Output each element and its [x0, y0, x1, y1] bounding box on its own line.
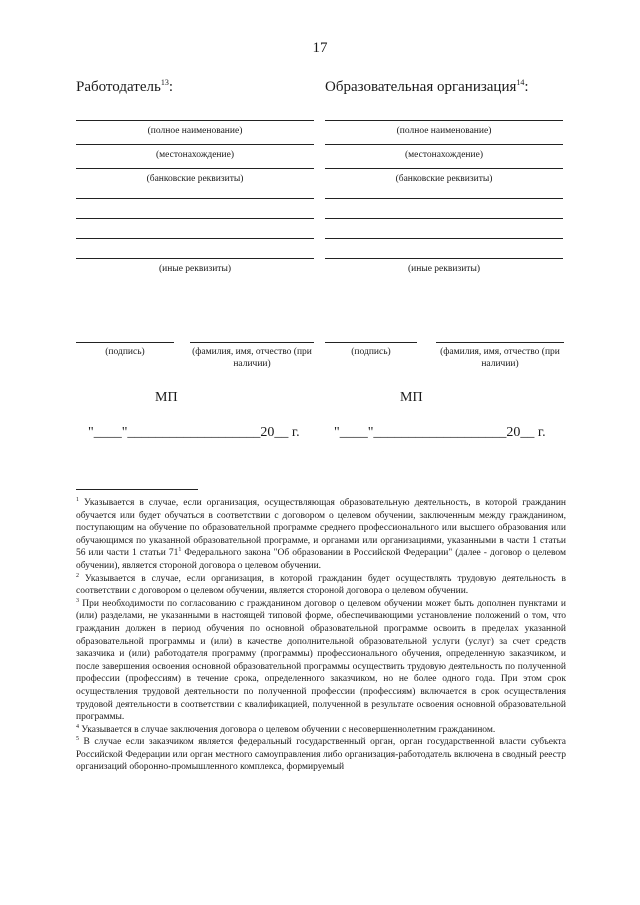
location-caption: (местонахождение) — [405, 150, 483, 160]
organization-signature — [325, 342, 417, 358]
other-field-line — [325, 218, 563, 219]
fio-caption: (фамилия, имя, отчество (при наличии) — [192, 347, 312, 369]
name-caption: (полное наименование) — [396, 126, 492, 136]
employer-title: Работодатель$^{13}$: — [76, 78, 173, 95]
footnotes — [76, 497, 566, 774]
bank-caption: (банковские реквизиты) — [395, 174, 493, 184]
bank-field-line — [76, 168, 314, 169]
other-caption: (иные реквизиты) — [408, 264, 480, 274]
footnote: $^1$ Указывается в случае, если организация, осуществляющая образовательную деятельность, в которой гражданин обучается или будет обучаться в соответствии с договором о целевом обучении, заключенным между гражданином, поступающим на обучение по образовательной программе среднего профессионального или высшего образования или обучающимся по указанной образовательной программе, и органами или организациями, указанными в части 1 статьи 56 или части 1 статьи $71^1$ Федерального закона "Об образовании в Российской Федерации" (далее - договор о целевом обучении), является стороной договора о целевом обучении. — [76, 496, 567, 571]
location-field-line — [325, 144, 563, 145]
organization-fio — [436, 342, 564, 370]
location-caption: (местонахождение) — [156, 150, 234, 160]
footnote-ref: 13 — [160, 78, 169, 87]
signature-line — [325, 342, 417, 343]
other-caption: (иные реквизиты) — [159, 264, 231, 274]
organization-date: "____"___________________20__ г. — [334, 425, 546, 440]
employer-stamp-place: МП — [155, 390, 178, 405]
footnote: $^4$ Указывается в случае заключения договора о целевом обучении с несовершеннолетним гражданином. — [76, 723, 496, 735]
other-field-line — [325, 198, 563, 199]
footnote-separator — [76, 489, 198, 490]
bank-caption: (банковские реквизиты) — [146, 174, 244, 184]
footnote: $^3$ При необходимости по согласованию с гражданином договор о целевом обучении может быть дополнен пунктами и (или) разделами, не указанными в настоящей типовой форме, обеспечивающими установление положений о том, что гражданин должен в период обучения по основной образовательной программе освоить в пределах указанной образовательной программы и (или) в качестве дополнительной образовательной услуги (услуг) за счет средств заказчика и (или) работодателя программу (программы) профессионального обучения, определенную заказчиком, и после завершения освоения основной образовательной программы осуществить трудовую деятельность по полученной профессии (профессиям) в течение срока, определенного заказчиком, но не более одного года. При этом срок осуществления трудовой деятельности по полученной профессии (профессиям) включается в срок осуществления трудовой деятельности в соответствии с квалификацией, полученной в результате освоения основной образовательной программы. — [76, 597, 567, 723]
footnote: $^5$ В случае если заказчиком является федеральный государственный орган, орган государственной власти субъекта Российской Федерации или орган местного самоуправления либо организация-работодатель включена в сводный реестр организаций оборонно-промышленного комплекса, формируемый — [76, 736, 566, 773]
signature-caption: (подпись) — [105, 347, 145, 357]
other-field-line — [76, 258, 314, 259]
fio-line — [436, 342, 564, 343]
organization-requisites — [325, 78, 563, 275]
other-field-line — [325, 258, 563, 259]
fio-caption: (фамилия, имя, отчество (при наличии) — [440, 347, 560, 369]
employer-signature — [76, 342, 174, 358]
page-number: 17 — [312, 40, 328, 56]
location-field-line — [76, 144, 314, 145]
organization-title: Образовательная организация$^{14}$: — [325, 78, 529, 95]
name-field-line — [325, 120, 563, 121]
signature-caption: (подпись) — [351, 347, 391, 357]
name-caption: (полное наименование) — [147, 126, 243, 136]
organization-stamp-place: МП — [400, 390, 423, 405]
employer-date: "____"___________________20__ г. — [88, 425, 300, 440]
footnote: $^2$ Указывается в случае, если организация, в которой гражданин будет осуществлять трудовую деятельность в соответствии с договором о целевом обучении, является стороной договора о целевом обучении. — [76, 572, 566, 597]
fio-line — [190, 342, 314, 343]
name-field-line — [76, 120, 314, 121]
footnote-ref: 14 — [516, 78, 525, 87]
other-field-line — [76, 218, 314, 219]
bank-field-line — [325, 168, 563, 169]
signature-line — [76, 342, 174, 343]
employer-requisites — [76, 78, 314, 275]
other-field-line — [76, 198, 314, 199]
other-field-line — [325, 238, 563, 239]
employer-fio — [190, 342, 314, 370]
other-field-line — [76, 238, 314, 239]
